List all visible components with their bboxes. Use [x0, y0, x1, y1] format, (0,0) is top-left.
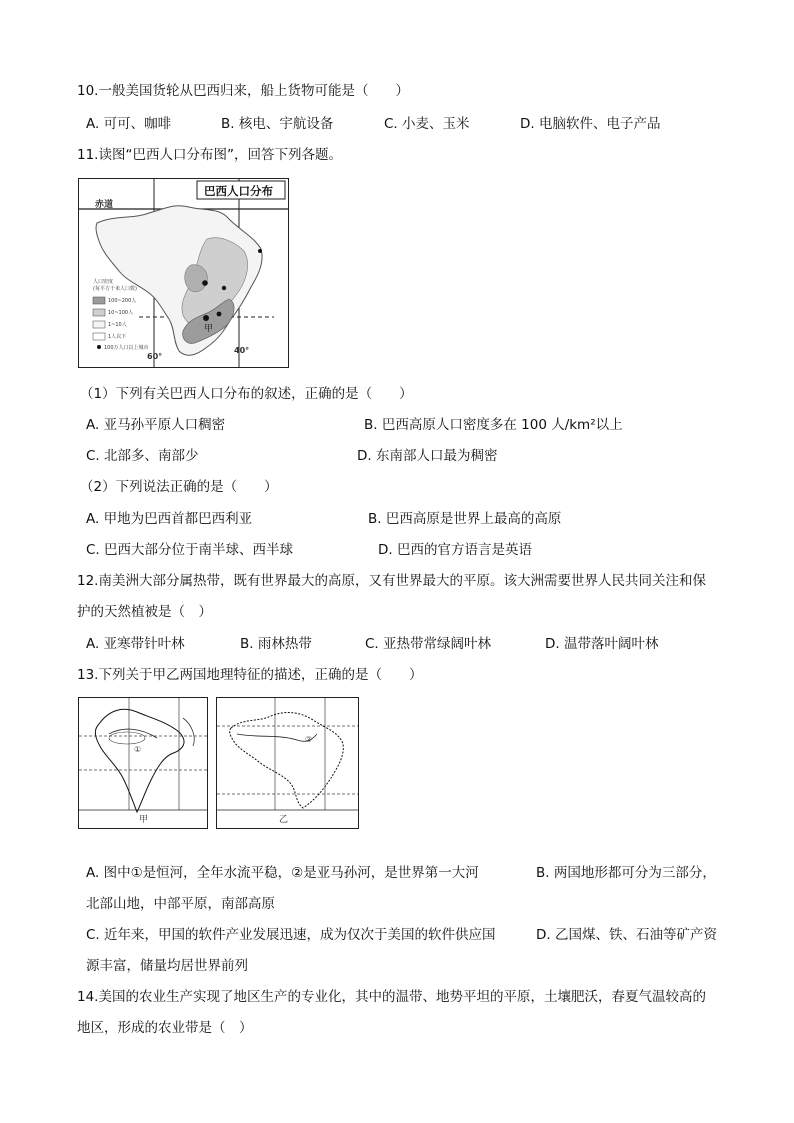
q11-sub2-option-d: D. 巴西的官方语言是英语 [378, 542, 532, 558]
legend-item-1: 100~200人 [108, 298, 137, 304]
q12-stem-line2: 护的天然植被是（ ） [77, 604, 212, 620]
q11-sub1-option-d: D. 东南部人口最为稠密 [357, 448, 498, 464]
brazil-map-small-graphic [217, 698, 358, 828]
q11-sub2-stem: （2）下列说法正确的是（ ） [80, 479, 278, 495]
q12-option-c: C. 亚热带常绿阔叶林 [365, 636, 492, 652]
q12-stem-line1: 12.南美洲大部分属热带，既有世界最大的高原，又有世界最大的平原。该大洲需要世界人民共同关注和保 [77, 573, 706, 589]
q11-sub1-option-b: B. 巴西高原人口密度多在 100 人/km²以上 [364, 417, 623, 433]
legend-title: 人口密度 [93, 279, 114, 285]
q14-stem-line1: 14.美国的农业生产实现了地区生产的专业化，其中的温带、地势平坦的平原，土壤肥沃，春夏气温较高的 [77, 989, 706, 1005]
map-jia-caption: 甲 [139, 815, 149, 825]
q13-option-c: C. 近年来，甲国的软件产业发展迅速，成为仅次于美国的软件供应国 [86, 927, 496, 943]
q13-option-a: A. 图中①是恒河，全年水流平稳，②是亚马孙河，是世界第一大河 [86, 865, 479, 881]
q10-option-d: D. 电脑软件、电子产品 [520, 116, 661, 132]
legend-subtitle: (每平方千米人口数) [93, 286, 137, 292]
longitude-60-label: 60° [147, 352, 163, 361]
q13-option-d-cont: 源丰富，储量均居世界前列 [86, 958, 248, 974]
brazil-population-map [78, 178, 289, 368]
marker-2: ② [305, 735, 313, 744]
point-jia-label: 甲 [204, 324, 214, 334]
legend-item-5: 100万人口以上城市 [104, 345, 149, 351]
q13-option-b-cont: 北部山地，中部平原，南部高原 [86, 896, 275, 912]
map-yi-caption: 乙 [279, 815, 289, 825]
q10-option-b: B. 核电、宇航设备 [221, 116, 334, 132]
q11-sub2-option-a: A. 甲地为巴西首都巴西利亚 [86, 511, 253, 527]
legend-item-4: 1人以下 [108, 334, 127, 340]
india-map-graphic [79, 698, 207, 828]
longitude-40-label: 40° [234, 346, 250, 355]
q11-stem: 11.读图“巴西人口分布图”，回答下列各题。 [77, 147, 342, 163]
q13-option-b: B. 两国地形都可分为三部分， [536, 865, 716, 881]
q11-sub1-stem: （1）下列有关巴西人口分布的叙述，正确的是（ ） [80, 386, 413, 402]
q13-option-d: D. 乙国煤、铁、石油等矿产资 [536, 927, 717, 943]
q14-stem-line2: 地区，形成的农业带是（ ） [77, 1020, 253, 1036]
map-yi-brazil [216, 697, 359, 829]
q11-sub1-option-c: C. 北部多、南部少 [86, 448, 199, 464]
legend-item-3: 1~10人 [108, 322, 127, 328]
q12-option-a: A. 亚寒带针叶林 [86, 636, 185, 652]
marker-1: ① [134, 745, 142, 754]
legend-item-2: 10~100人 [108, 310, 134, 316]
q10-option-c: C. 小麦、玉米 [384, 116, 470, 132]
q13-stem: 13.下列关于甲乙两国地理特征的描述，正确的是（ ） [77, 667, 423, 683]
q11-sub2-option-b: B. 巴西高原是世界上最高的高原 [368, 511, 562, 527]
q12-option-d: D. 温带落叶阔叶林 [545, 636, 659, 652]
q10-stem: 10.一般美国货轮从巴西归来，船上货物可能是（ ） [77, 83, 409, 99]
q11-sub1-option-a: A. 亚马孙平原人口稠密 [86, 417, 226, 433]
q11-sub2-option-c: C. 巴西大部分位于南半球、西半球 [86, 542, 294, 558]
q10-option-a: A. 可可、咖啡 [86, 116, 172, 132]
map-jia-india [78, 697, 208, 829]
q12-option-b: B. 雨林热带 [240, 636, 312, 652]
brazil-map-title: 巴西人口分布 [204, 184, 273, 198]
equator-label: 赤道 [95, 200, 114, 210]
